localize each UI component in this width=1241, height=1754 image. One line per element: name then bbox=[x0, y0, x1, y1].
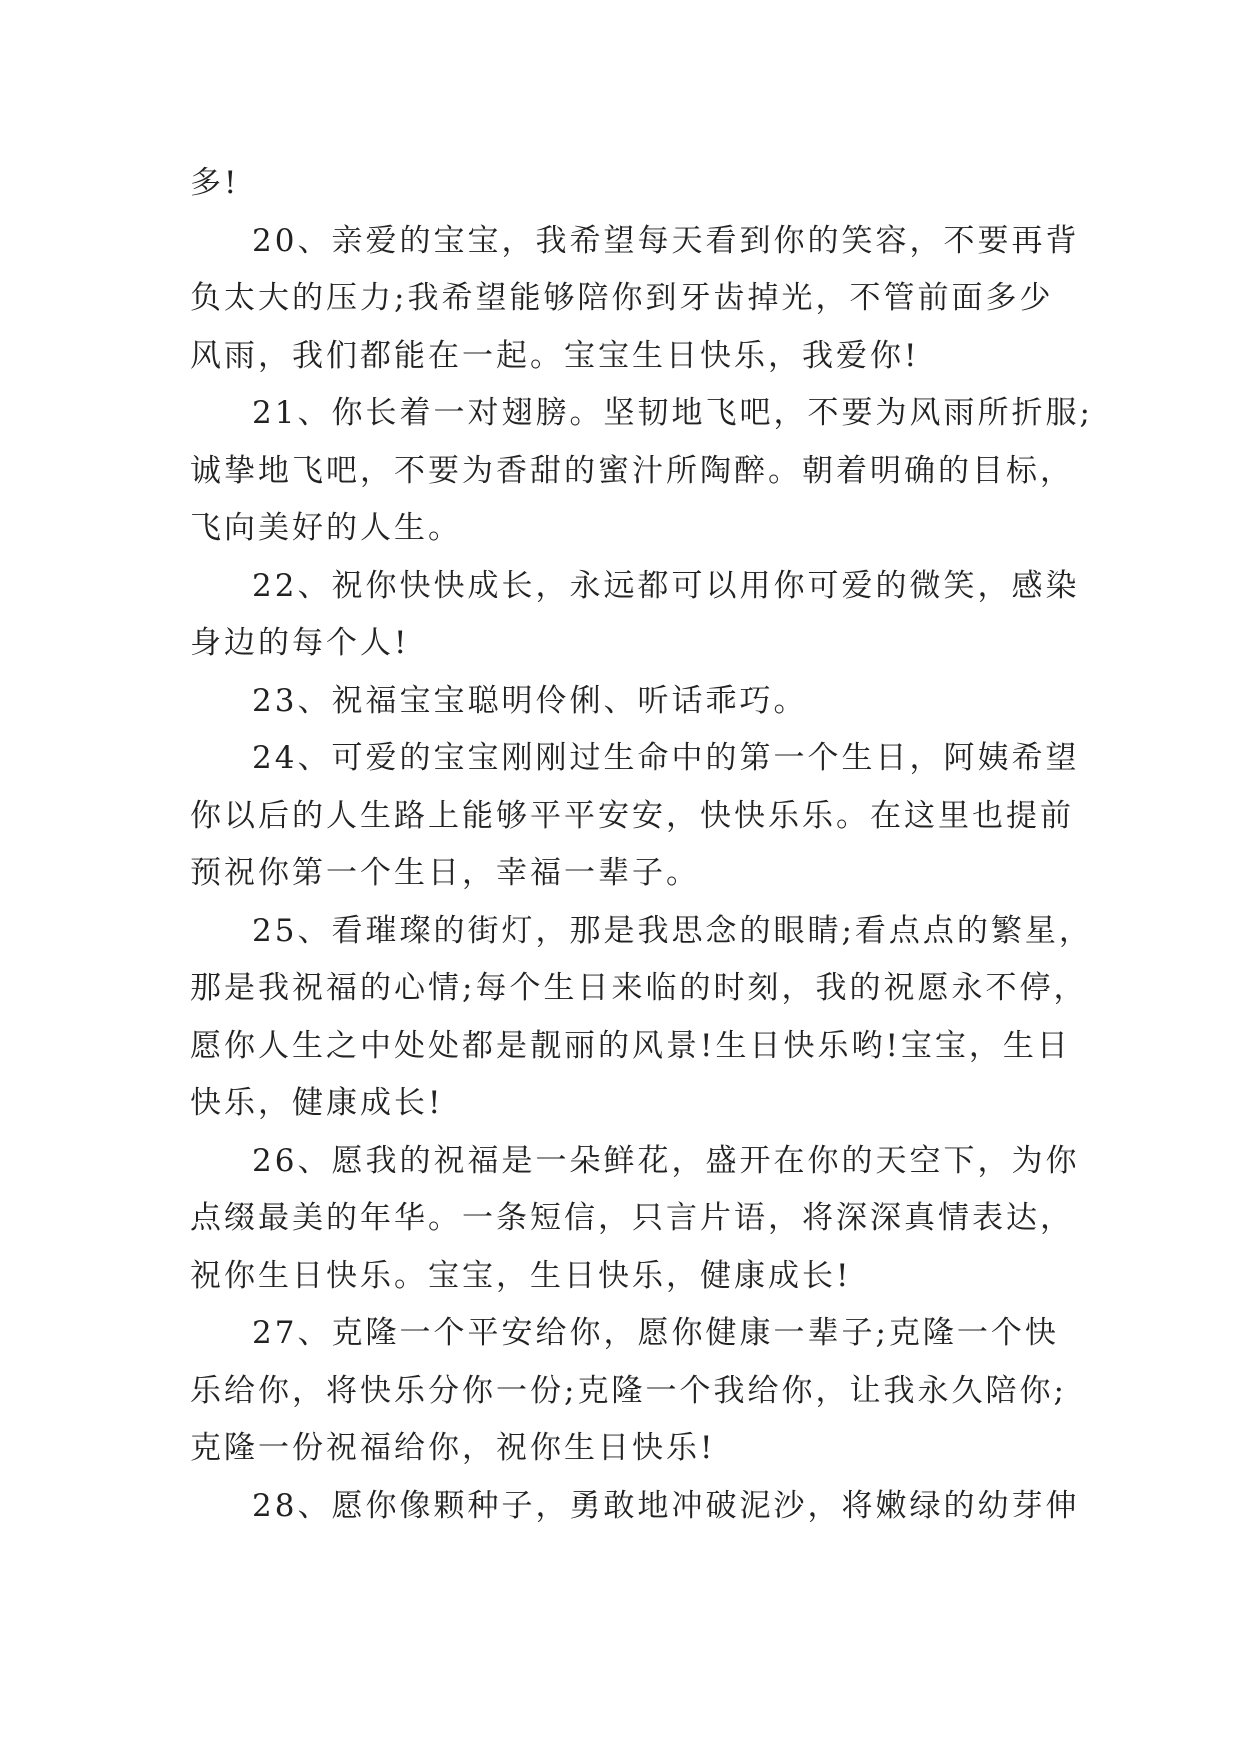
paragraph-21-line: 21、你长着一对翅膀。坚韧地飞吧，不要为风雨所折服; bbox=[252, 395, 1093, 431]
paragraph-21-line: 飞向美好的人生。 bbox=[190, 510, 462, 546]
paragraph-26-line: 祝你生日快乐。宝宝，生日快乐，健康成长! bbox=[190, 1257, 852, 1294]
paragraph-20-line: 20、亲爱的宝宝，我希望每天看到你的笑容，不要再背 bbox=[252, 222, 1080, 259]
paragraph-20-line: 负太大的压力;我希望能够陪你到牙齿掉光，不管前面多少 bbox=[190, 280, 1054, 316]
paragraph-25-line: 快乐，健康成长! bbox=[190, 1085, 444, 1121]
paragraph-24-line: 预祝你第一个生日，幸福一辈子。 bbox=[190, 855, 700, 891]
paragraph-25-line: 愿你人生之中处处都是靓丽的风景!生日快乐哟!宝宝，生日 bbox=[190, 1027, 1071, 1064]
paragraph-22-line: 22、祝你快快成长，永远都可以用你可爱的微笑，感染 bbox=[252, 567, 1080, 604]
paragraph-26-line: 26、愿我的祝福是一朵鲜花，盛开在你的天空下，为你 bbox=[252, 1142, 1080, 1179]
document-body bbox=[190, 155, 1093, 1535]
paragraph-25-line: 那是我祝福的心情;每个生日来临的时刻，我的祝愿永不停， bbox=[190, 970, 1088, 1006]
paragraph-21-line: 诚挚地飞吧，不要为香甜的蜜汁所陶醉。朝着明确的目标， bbox=[190, 452, 1074, 489]
paragraph-27-line: 克隆一份祝福给你，祝你生日快乐! bbox=[190, 1430, 716, 1466]
paragraph-22-line: 身边的每个人! bbox=[190, 625, 410, 661]
paragraph-27-line: 乐给你，将快乐分你一份;克隆一个我给你，让我永久陪你; bbox=[190, 1372, 1067, 1409]
paragraph-28-line: 28、愿你像颗种子，勇敢地冲破泥沙，将嫩绿的幼芽伸 bbox=[252, 1487, 1080, 1524]
paragraph-26-line: 点缀最美的年华。一条短信，只言片语，将深深真情表达， bbox=[190, 1200, 1074, 1236]
paragraph-25-line: 25、看璀璨的街灯，那是我思念的眼睛;看点点的繁星， bbox=[252, 912, 1093, 949]
paragraph-24-line: 你以后的人生路上能够平平安安，快快乐乐。在这里也提前 bbox=[190, 797, 1074, 834]
paragraph-27-line: 27、克隆一个平安给你，愿你健康一辈子;克隆一个快 bbox=[252, 1315, 1059, 1351]
paragraph-23-line: 23、祝福宝宝聪明伶俐、听话乖巧。 bbox=[252, 682, 808, 719]
text-line: 多! bbox=[190, 165, 240, 201]
paragraph-20-line: 风雨，我们都能在一起。宝宝生日快乐，我爱你! bbox=[190, 337, 920, 374]
paragraph-24-line: 24、可爱的宝宝刚刚过生命中的第一个生日，阿姨希望 bbox=[252, 740, 1080, 776]
